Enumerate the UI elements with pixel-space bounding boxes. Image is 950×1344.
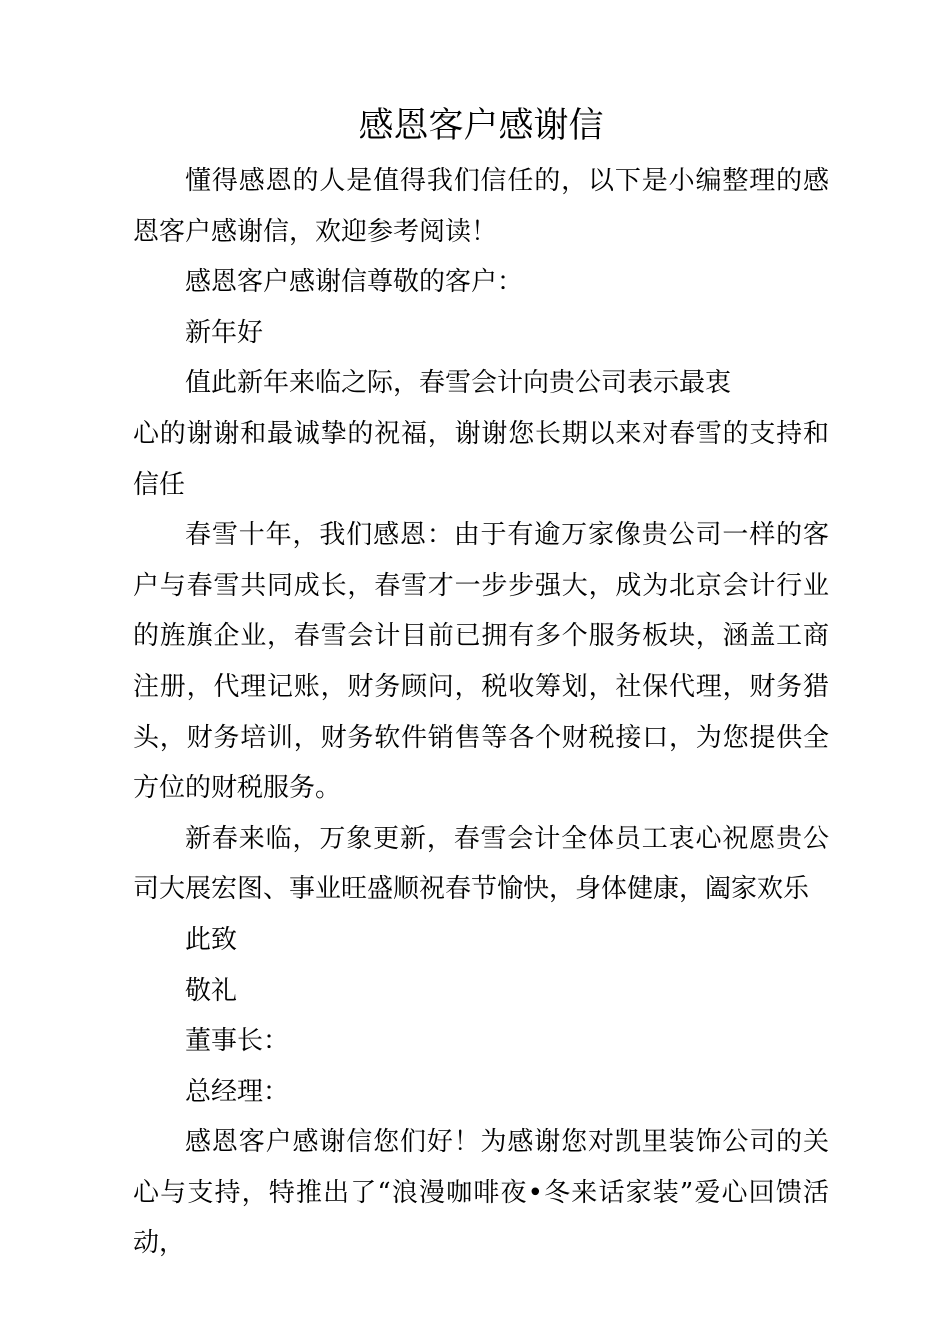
paragraph-thanks: 心的谢谢和最诚挚的祝福，谢谢您长期以来对春雪的支持和信任 [133, 418, 829, 500]
paragraph-closing-2: 敬礼 [185, 975, 238, 1006]
signature-general-manager: 总经理： [185, 1076, 290, 1107]
paragraph-intro: 懂得感恩的人是值得我们信任的，以下是小编整理的感恩客户感谢信，欢迎参考阅读！ [133, 166, 829, 247]
paragraph-ten-years: 春雪十年，我们感恩：由于有逾万家像贵公司一样的客户与春雪共同成长，春雪才一步步强大，成为北京会计行业的旌旗企业，春雪会计目前已拥有多个服务板块，涵盖工商注册，代理记账，财务顾问，税收筹划，社保代理，财务猎头，财务培训，财务软件销售等各个财税接口，为您提供全方位的财税服务。 [133, 520, 829, 804]
paragraph-greeting: 新年好 [185, 317, 264, 348]
paragraph-spring-wishes: 新春来临，万象更新，春雪会计全体员工衷心祝愿贵公司大展宏图、事业旺盛顺祝春节愉快，身体健康，阖家欢乐 [133, 823, 829, 905]
document-page [133, 96, 829, 1269]
document-title: 感恩客户感谢信 [358, 106, 604, 146]
paragraph-salutation: 感恩客户感谢信尊敬的客户： [185, 267, 524, 298]
signature-chairman: 董事长： [185, 1026, 290, 1057]
paragraph-closing-1: 此致 [185, 924, 238, 955]
paragraph-new-year-line: 值此新年来临之际，春雪会计向贵公司表示最衷 [185, 368, 732, 399]
paragraph-second-letter: 感恩客户感谢信您们好！为感谢您对凯里装饰公司的关心与支持，特推出了“浪漫咖啡夜•冬来话家装”爱心回馈活动， [133, 1127, 829, 1259]
